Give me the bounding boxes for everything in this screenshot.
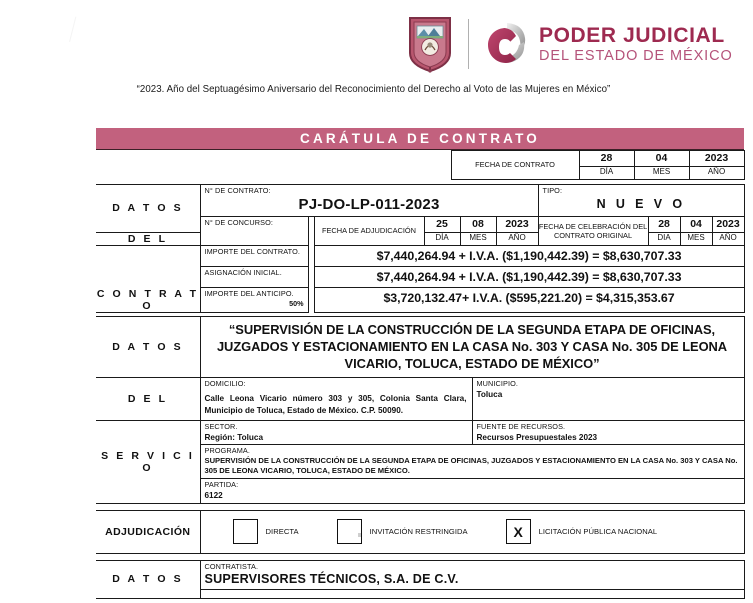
- datos-del-contrato-table: [96, 184, 745, 313]
- institutional-logos: [408, 12, 733, 76]
- importe-contrato-value-cell: [314, 246, 744, 267]
- fecha-contrato-dia-value: 28: [579, 151, 634, 167]
- poder-judicial-swirl-icon: [483, 20, 529, 68]
- section-label-datos-servicio: D A T O S: [96, 316, 200, 378]
- importe-anticipo-label-cell: [200, 288, 308, 313]
- municipio-label: MUNICIPIO.: [476, 379, 519, 389]
- fecha-celebracion-mes-value: 04: [680, 216, 712, 232]
- fecha-adjudicacion-anio-unit: AÑO: [496, 233, 538, 246]
- datos-del-servicio-table: [96, 316, 745, 504]
- adjudicacion-options: [201, 511, 744, 553]
- fecha-celebracion-anio-value: 2023: [712, 216, 744, 232]
- asignacion-inicial-label: ASIGNACIÓN INICIAL.: [204, 268, 282, 278]
- tipo-label: TIPO:: [542, 185, 563, 195]
- fecha-adjudicacion-dia-unit: DÍA: [424, 233, 460, 246]
- contratista-label: CONTRATISTA.: [204, 561, 259, 571]
- num-concurso-cell: [200, 216, 308, 245]
- adjudicacion-label-licitacion-publica-nacional: LICITACIÓN PÚBLICA NACIONAL: [538, 527, 658, 536]
- adjudicacion-label-directa: DIRECTA: [265, 527, 299, 536]
- page-header: [0, 0, 753, 108]
- sector-value: Región: Toluca: [204, 432, 264, 442]
- fecha-contrato-anio-unit: AÑO: [689, 167, 744, 179]
- tipo-cell: [538, 184, 744, 216]
- domicilio-cell: [200, 378, 472, 421]
- importe-anticipo-value: $3,720,132.47+ I.V.A. ($595,221.20) = $4,315,353.67: [383, 291, 675, 306]
- num-contrato-cell: [200, 184, 538, 216]
- fecha-contrato-anio-value: 2023: [689, 151, 744, 167]
- asignacion-inicial-value-cell: [314, 267, 744, 288]
- year-slogan: “2023. Año del Septuagésimo Aniversario del Reconocimiento del Derecho al Voto de las Mujeres en México”: [136, 84, 611, 95]
- importe-anticipo-value-cell: [314, 288, 744, 313]
- tipo-value: N U E V O: [596, 196, 686, 211]
- banner-title: CARÁTULA DE CONTRATO: [300, 131, 540, 146]
- empty-spacer-cell: [96, 151, 451, 180]
- fecha-celebracion-dia-value: 28: [648, 216, 680, 232]
- adjudicacion-option-licitacion-publica-nacional[interactable]: [506, 519, 658, 544]
- domicilio-value: Calle Leona Vicario número 303 y 305, Colonia Santa Clara, Municipio de Toluca, Estado de México. C.P. 50090.: [204, 393, 467, 415]
- contratista-value: SUPERVISORES TÉCNICOS, S.A. DE C.V.: [204, 571, 459, 586]
- partida-cell: [200, 479, 744, 503]
- partida-value: 6122: [204, 490, 223, 500]
- fecha-adjudicacion-label: FECHA DE ADJUDICACIÓN: [314, 216, 424, 245]
- section-label-del-servicio: D E L: [96, 378, 200, 421]
- fecha-adjudicacion-mes-unit: MES: [460, 233, 496, 246]
- fecha-contrato-dia-unit: DÍA: [579, 167, 634, 179]
- checkbox-licitacion-publica-nacional[interactable]: X: [506, 519, 531, 544]
- adjudicacion-option-directa[interactable]: [233, 519, 299, 544]
- municipio-cell: [472, 378, 744, 421]
- section-label-spacer-b: [96, 267, 200, 288]
- fecha-contrato-table: [96, 150, 745, 180]
- programa-label: PROGRAMA.: [204, 446, 250, 456]
- institution-subtitle: DEL ESTADO DE MÉXICO: [539, 47, 733, 64]
- fecha-contrato-mes-value: 04: [634, 151, 689, 167]
- section-label-del: D E L: [96, 233, 200, 246]
- sector-cell: [200, 421, 472, 445]
- adjudicacion-label-invitacion-restringida: INVITACIÓN RESTRINGIDA: [369, 527, 468, 536]
- fecha-celebracion-dia-unit: DIA: [648, 233, 680, 246]
- fuente-recursos-value: Recursos Presupuestales 2023: [476, 432, 598, 442]
- section-label-datos-contratista: D A T O S: [96, 560, 200, 598]
- importe-contrato-label-cell: [200, 246, 308, 267]
- domicilio-label: DOMICILIO:: [204, 379, 246, 389]
- fecha-contrato-label: FECHA DE CONTRATO: [451, 151, 579, 180]
- sector-label: SECTOR.: [204, 422, 238, 432]
- escudo-estado-de-mexico-icon: [408, 15, 452, 73]
- fecha-adjudicacion-dia-value: 25: [424, 216, 460, 232]
- asignacion-inicial-value: $7,440,264.94 + I.V.A. ($1,190,442.39) = $8,630,707.33: [376, 270, 682, 285]
- adjudicacion-options-cell: [200, 510, 744, 553]
- fecha-adjudicacion-mes-value: 08: [460, 216, 496, 232]
- fecha-adjudicacion-anio-value: 2023: [496, 216, 538, 232]
- section-label-adjudicacion: ADJUDICACIÓN: [96, 510, 200, 553]
- section-label-contrato: C O N T R A T O: [96, 287, 199, 312]
- num-contrato-label: N° DE CONTRATO:: [204, 185, 271, 195]
- checkbox-invitacion-restringida[interactable]: [337, 519, 362, 544]
- fecha-contrato-mes-unit: MES: [634, 167, 689, 179]
- caratula-sheet: [96, 128, 744, 599]
- adjudicacion-option-invitacion-restringida[interactable]: [337, 519, 468, 544]
- importe-contrato-value: $7,440,264.94 + I.V.A. ($1,190,442.39) = $8,630,707.33: [376, 249, 682, 264]
- adjudicacion-table: [96, 510, 745, 554]
- programa-value: SUPERVISIÓN DE LA CONSTRUCCIÓN DE LA SEGUNDA ETAPA DE OFICINAS, JUZGADOS Y ESTACIONAMIENTO EN LA CASA No. 303 Y CASA No. 305 DE LEONA VICARIO, TOLUCA, ESTADO DE MÉXICO.: [204, 455, 738, 476]
- logo-divider: [468, 19, 469, 69]
- importe-anticipo-percent: 50%: [289, 298, 304, 308]
- contratista-next-row-clipped: [200, 589, 744, 598]
- importe-anticipo-label: IMPORTE DEL ANTICIPO.: [204, 289, 294, 299]
- section-label-servicio: S E R V I C I O: [96, 421, 200, 503]
- institution-name-block: [539, 25, 733, 64]
- fecha-celebracion-label: FECHA DE CELEBRACIÓN DEL CONTRATO ORIGINAL: [538, 216, 648, 245]
- section-label-spacer-a: [96, 246, 200, 267]
- num-contrato-value: PJ-DO-LP-011-2023: [298, 195, 440, 213]
- obra-title: “SUPERVISIÓN DE LA CONSTRUCCIÓN DE LA SEGUNDA ETAPA DE OFICINAS, JUZGADOS Y ESTACIONAMIENTO EN LA CASA No. 303 Y CASA No. 305 DE LEONA VICARIO, TOLUCA, ESTADO DE MÉXICO”: [216, 321, 728, 372]
- checkbox-directa[interactable]: [233, 519, 258, 544]
- caratula-banner: [96, 128, 744, 150]
- institution-title: PODER JUDICIAL: [539, 23, 725, 47]
- municipio-value: Toluca: [476, 389, 503, 399]
- datos-contratista-table: [96, 560, 745, 599]
- section-label-datos: D A T O S: [96, 184, 200, 233]
- importe-contrato-label: IMPORTE DEL CONTRATO.: [204, 247, 300, 257]
- contratista-cell: [200, 560, 744, 589]
- num-concurso-label: N° DE CONCURSO:: [204, 217, 273, 227]
- scan-speck: [358, 533, 361, 537]
- faint-pen-mark: [69, 17, 90, 46]
- num-concurso-value: [201, 227, 308, 230]
- asignacion-inicial-label-cell: [200, 267, 308, 288]
- fecha-celebracion-mes-unit: MES: [680, 233, 712, 246]
- fuente-recursos-label: FUENTE DE RECURSOS.: [476, 422, 566, 432]
- programa-cell: [200, 445, 744, 479]
- fecha-celebracion-anio-unit: AÑO: [712, 233, 744, 246]
- partida-label: PARTIDA:: [204, 480, 239, 490]
- obra-title-cell: [200, 316, 744, 378]
- fuente-recursos-cell: [472, 421, 744, 445]
